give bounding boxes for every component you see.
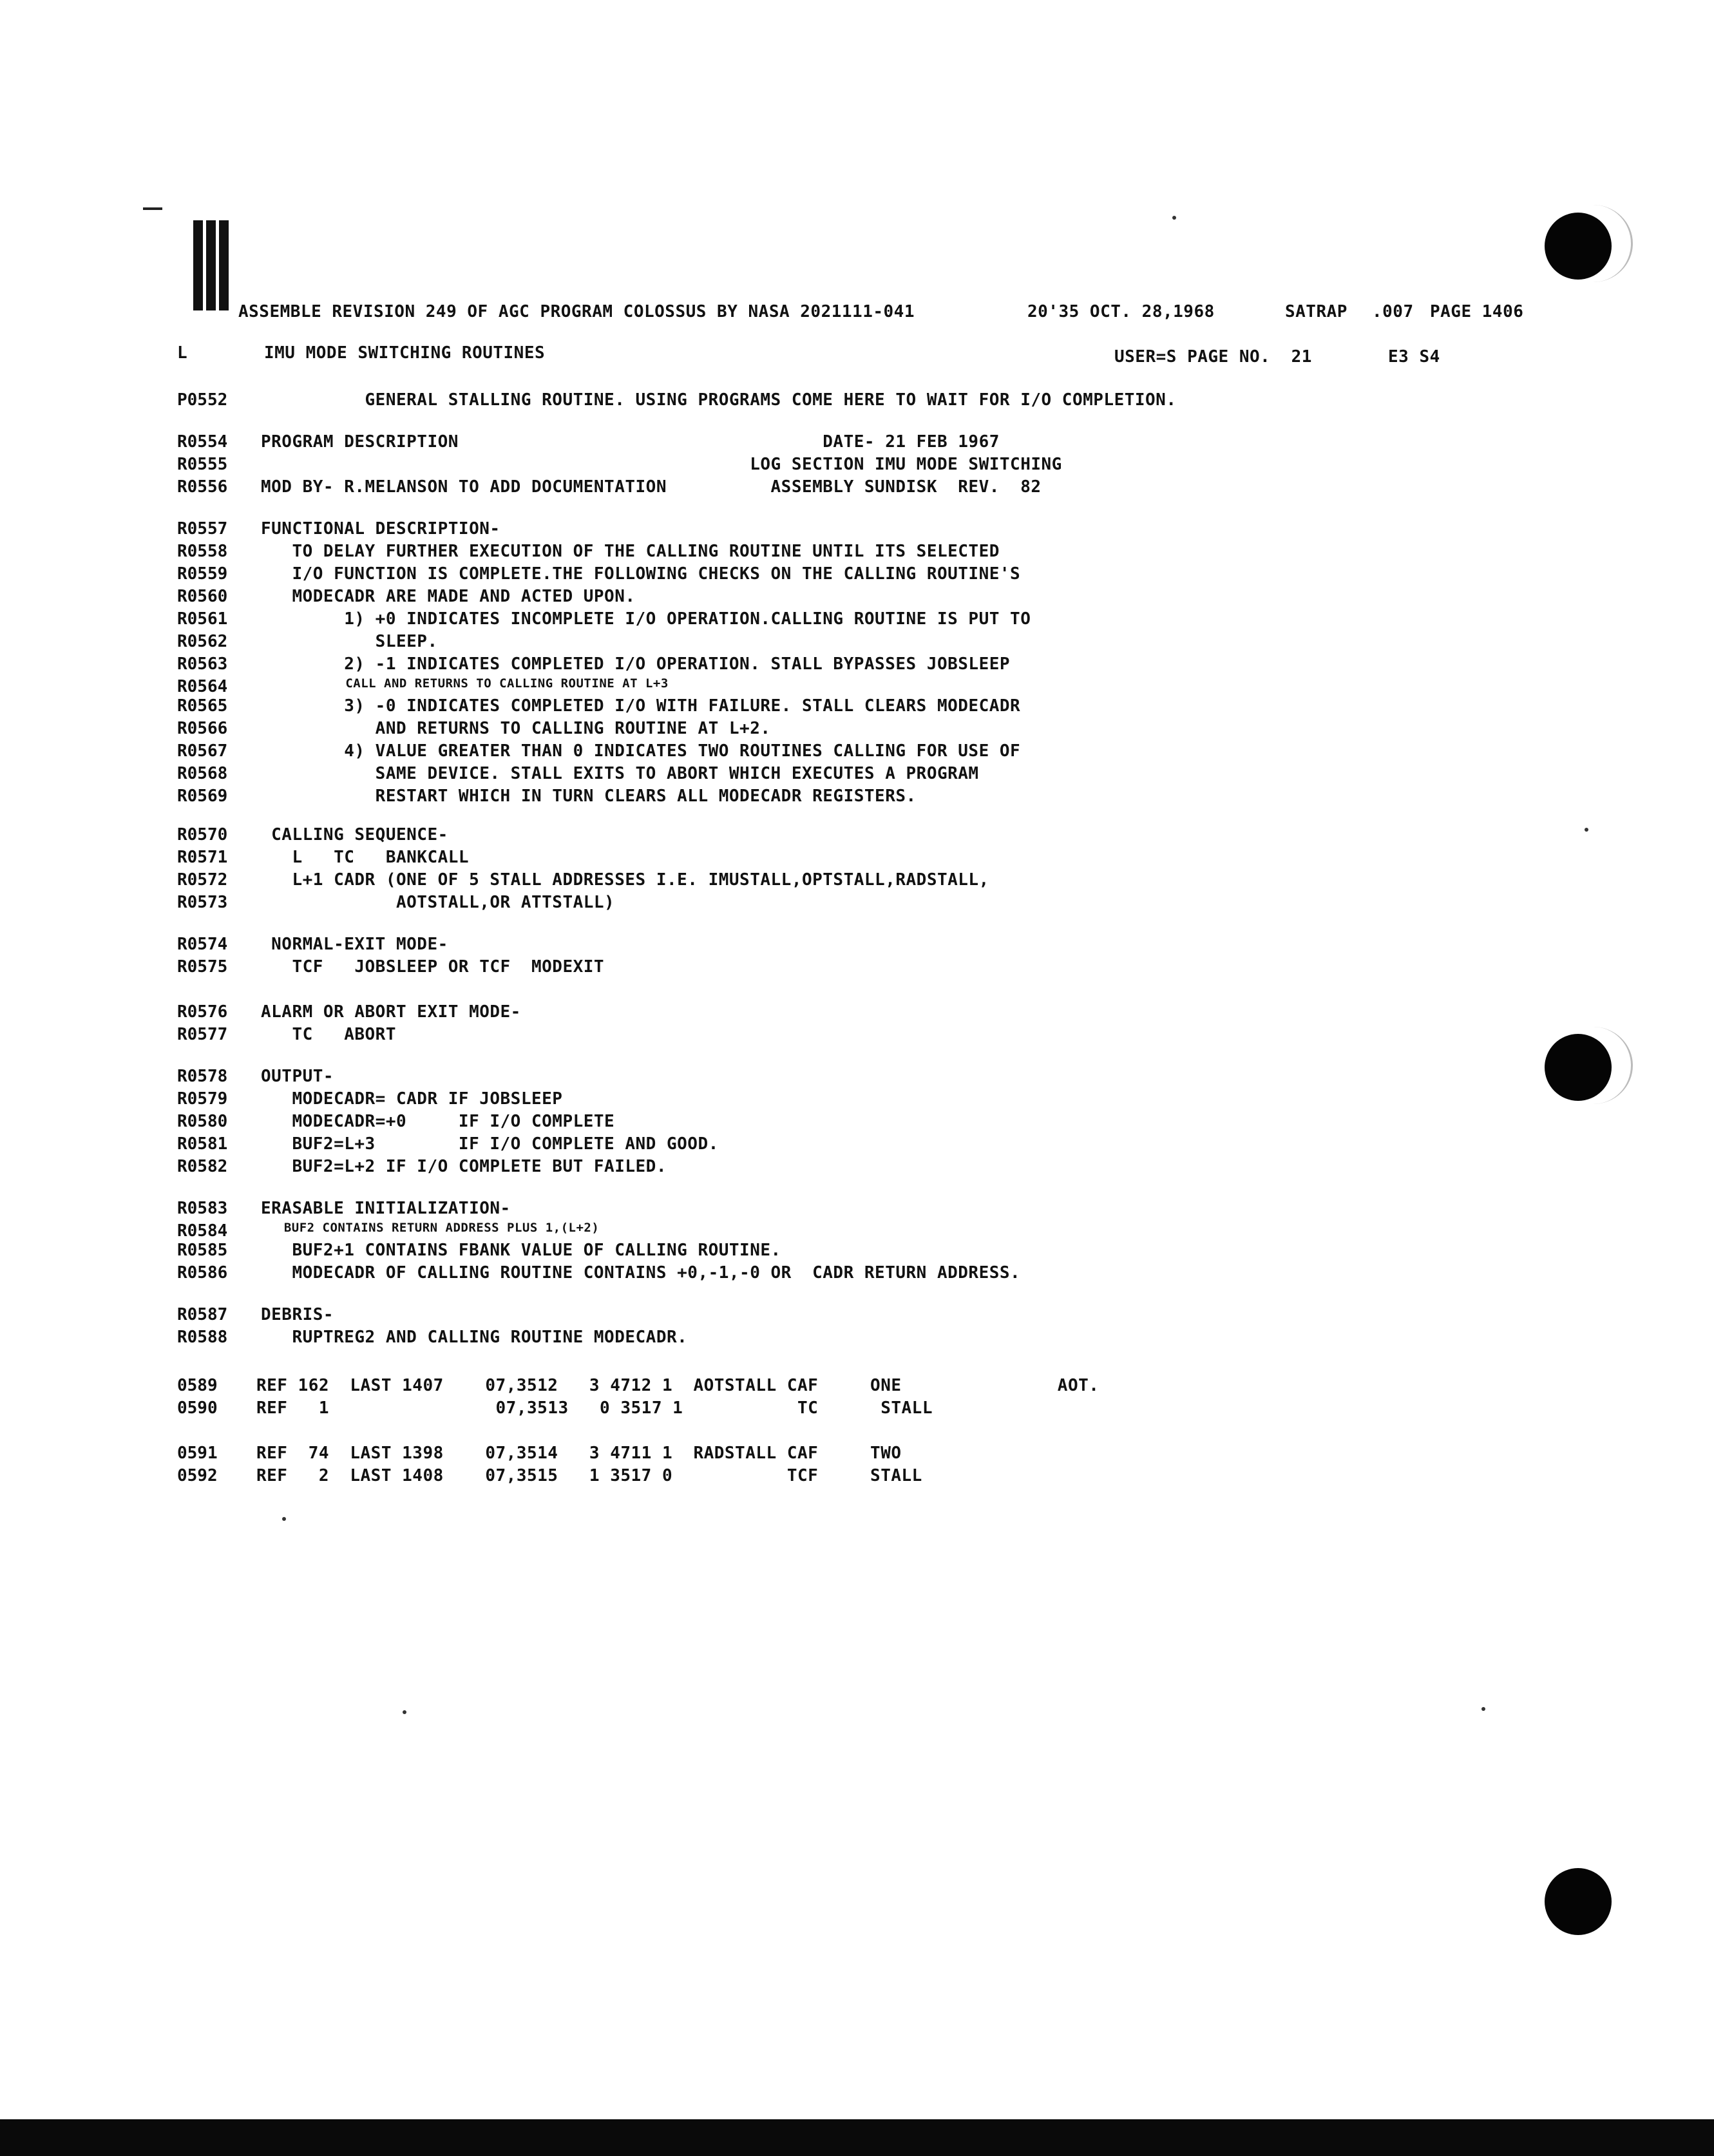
listing-line: 3) -0 INDICATES COMPLETED I/O WITH FAILURE. STALL CLEARS MODECADR (261, 696, 1021, 716)
header-title: ASSEMBLE REVISION 249 OF AGC PROGRAM COLOSSUS BY NASA 2021111-041 (238, 302, 915, 321)
listing-line: TO DELAY FURTHER EXECUTION OF THE CALLING ROUTINE UNTIL ITS SELECTED (261, 542, 1000, 561)
line-number: R0561 (177, 609, 228, 629)
line-number: R0559 (177, 564, 228, 584)
section-title: IMU MODE SWITCHING ROUTINES (264, 343, 546, 363)
speck (1585, 828, 1588, 832)
line-number: R0563 (177, 654, 228, 674)
line-number: R0567 (177, 741, 228, 761)
line-number: R0555 (177, 455, 228, 474)
line-number: R0562 (177, 632, 228, 651)
listing-line: NORMAL-EXIT MODE- (261, 935, 448, 954)
code-line-number: 0590 (177, 1398, 218, 1418)
line-number: R0569 (177, 787, 228, 806)
speck (282, 1517, 286, 1521)
line-number: R0580 (177, 1112, 228, 1131)
header-timestamp: 20'35 OCT. 28,1968 (1027, 302, 1215, 321)
speck (403, 1710, 406, 1714)
line-number: R0564 (177, 677, 228, 696)
listing-line: BUF2=L+2 IF I/O COMPLETE BUT FAILED. (261, 1157, 667, 1176)
listing-line: PROGRAM DESCRIPTION DATE- 21 FEB 1967 (261, 432, 1000, 452)
listing-line: SAME DEVICE. STALL EXITS TO ABORT WHICH EXECUTES A PROGRAM (261, 764, 979, 783)
speck (1481, 1707, 1485, 1711)
line-number: P0552 (177, 390, 228, 410)
listing-line: L TC BANKCALL (261, 848, 470, 867)
code-line-number: 0592 (177, 1466, 218, 1485)
code-line-number: 0591 (177, 1444, 218, 1463)
listing-line: RESTART WHICH IN TURN CLEARS ALL MODECADR REGISTERS. (261, 787, 917, 806)
listing-line: MODECADR=+0 IF I/O COMPLETE (261, 1112, 615, 1131)
listing-line: FUNCTIONAL DESCRIPTION- (261, 519, 500, 539)
listing-line: I/O FUNCTION IS COMPLETE.THE FOLLOWING CHECKS ON THE CALLING ROUTINE'S (261, 564, 1021, 584)
listing-line: 2) -1 INDICATES COMPLETED I/O OPERATION. STALL BYPASSES JOBSLEEP (261, 654, 1011, 674)
line-number: R0558 (177, 542, 228, 561)
header-rev: .007 (1372, 302, 1414, 321)
header-user: SATRAP (1285, 302, 1347, 321)
margin-dash (143, 207, 162, 210)
listing-line: BUF2+1 CONTAINS FBANK VALUE OF CALLING ROUTINE. (261, 1241, 781, 1260)
code-line-number: 0589 (177, 1376, 218, 1395)
listing-line: CALL AND RETURNS TO CALLING ROUTINE AT L+3 (261, 676, 669, 691)
margin-bar-mark (206, 220, 216, 310)
line-number: R0554 (177, 432, 228, 452)
line-number: R0587 (177, 1305, 228, 1324)
listing-line: OUTPUT- (261, 1067, 334, 1086)
listing-line: L+1 CADR (ONE OF 5 STALL ADDRESSES I.E. IMUSTALL,OPTSTALL,RADSTALL, (261, 870, 989, 890)
code-line: REF 1 07,3513 0 3517 1 TC STALL (256, 1398, 933, 1418)
listing-line: MOD BY- R.MELANSON TO ADD DOCUMENTATION ASSEMBLY SUNDISK REV. 82 (261, 477, 1042, 497)
margin-bar-mark (193, 220, 203, 310)
line-number: R0565 (177, 696, 228, 716)
line-number: R0586 (177, 1263, 228, 1283)
listing-line: LOG SECTION IMU MODE SWITCHING (261, 455, 1062, 474)
line-number: R0576 (177, 1002, 228, 1022)
listing-line: CALLING SEQUENCE- (261, 825, 448, 844)
line-number: R0577 (177, 1025, 228, 1044)
header-code: E3 S4 (1388, 347, 1440, 367)
line-number: R0582 (177, 1157, 228, 1176)
line-number: R0571 (177, 848, 228, 867)
line-number: R0583 (177, 1199, 228, 1218)
punch-hole-shadow (1554, 205, 1633, 282)
punch-hole-shadow (1554, 1027, 1633, 1104)
listing-line: MODECADR= CADR IF JOBSLEEP (261, 1089, 563, 1109)
listing-line: AND RETURNS TO CALLING ROUTINE AT L+2. (261, 719, 771, 738)
line-number: R0573 (177, 893, 228, 912)
punch-hole (1545, 1868, 1612, 1935)
listing-line: GENERAL STALLING ROUTINE. USING PROGRAMS COME HERE TO WAIT FOR I/O COMPLETION. (261, 390, 1177, 410)
listing-line: ALARM OR ABORT EXIT MODE- (261, 1002, 521, 1022)
listing-line: RUPTREG2 AND CALLING ROUTINE MODECADR. (261, 1328, 688, 1347)
line-number: R0579 (177, 1089, 228, 1109)
line-number: R0568 (177, 764, 228, 783)
user-page-number: USER=S PAGE NO. 21 (1114, 347, 1312, 367)
line-number: R0557 (177, 519, 228, 539)
line-number: R0566 (177, 719, 228, 738)
line-number: R0572 (177, 870, 228, 890)
listing-line: MODECADR OF CALLING ROUTINE CONTAINS +0,-1,-0 OR CADR RETURN ADDRESS. (261, 1263, 1021, 1283)
listing-line: 4) VALUE GREATER THAN 0 INDICATES TWO ROUTINES CALLING FOR USE OF (261, 741, 1021, 761)
listing-line: TC ABORT (261, 1025, 396, 1044)
header-page: PAGE 1406 (1430, 302, 1524, 321)
line-number: R0556 (177, 477, 228, 497)
listing-line: ERASABLE INITIALIZATION- (261, 1199, 511, 1218)
listing-line: DEBRIS- (261, 1305, 334, 1324)
code-line: REF 74 LAST 1398 07,3514 3 4711 1 RADSTALL CAF TWO (256, 1444, 902, 1463)
listing-line: MODECADR ARE MADE AND ACTED UPON. (261, 587, 636, 606)
line-number: R0585 (177, 1241, 228, 1260)
line-number: R0581 (177, 1134, 228, 1154)
line-number: R0570 (177, 825, 228, 844)
line-number: R0574 (177, 935, 228, 954)
line-number: R0575 (177, 957, 228, 977)
section-prefix: L (177, 343, 188, 363)
speck (1172, 216, 1176, 220)
listing-line: BUF2 CONTAINS RETURN ADDRESS PLUS 1,(L+2) (261, 1221, 600, 1235)
listing-line: 1) +0 INDICATES INCOMPLETE I/O OPERATION.CALLING ROUTINE IS PUT TO (261, 609, 1031, 629)
code-line: REF 162 LAST 1407 07,3512 3 4712 1 AOTSTALL CAF ONE AOT. (256, 1376, 1100, 1395)
listing-line: AOTSTALL,OR ATTSTALL) (261, 893, 615, 912)
line-number: R0584 (177, 1221, 228, 1241)
listing-line: TCF JOBSLEEP OR TCF MODEXIT (261, 957, 605, 977)
listing-line: SLEEP. (261, 632, 438, 651)
line-number: R0588 (177, 1328, 228, 1347)
listing-line: BUF2=L+3 IF I/O COMPLETE AND GOOD. (261, 1134, 719, 1154)
code-line: REF 2 LAST 1408 07,3515 1 3517 0 TCF STALL (256, 1466, 922, 1485)
margin-bar-mark (219, 220, 229, 310)
scan-bottom-edge (0, 2119, 1714, 2156)
line-number: R0578 (177, 1067, 228, 1086)
line-number: R0560 (177, 587, 228, 606)
